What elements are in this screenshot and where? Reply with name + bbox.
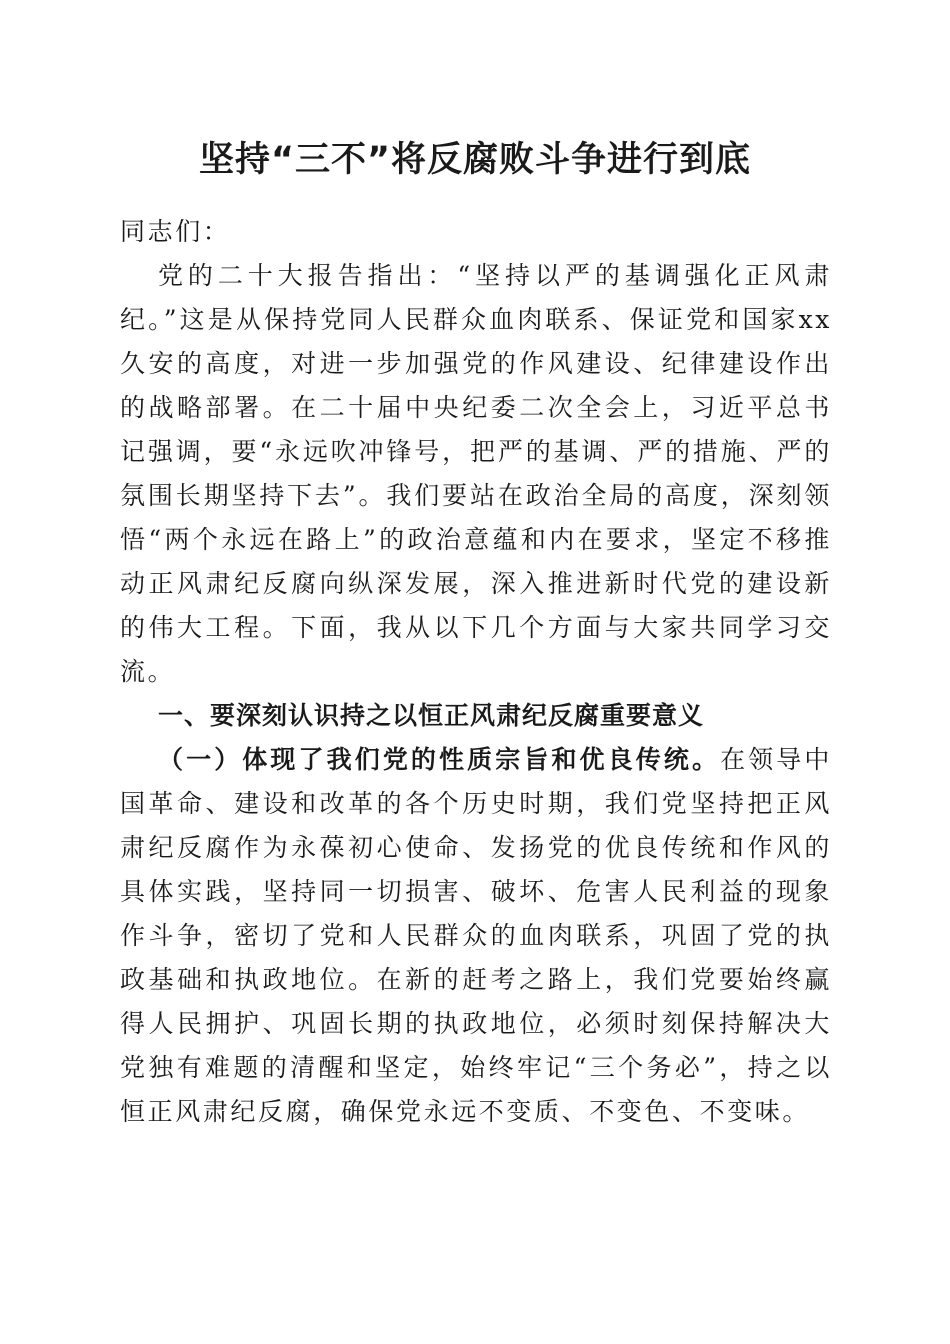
page-title: 坚持“三不”将反腐败斗争进行到底 <box>198 140 751 180</box>
subsection-body: 在领导中国革命、建设和改革的各个历史时期，我们党坚持把正风肃纪反腐作为永葆初心使命、发扬党的优良传统和作风的具体实践，坚持同一切损害、破坏、危害人民利益的现象作斗争，密切了党和人民群众的血肉联系，巩固了党的执政基础和执政地位。在新的赶考之路上，我们党要始终赢得人民拥护、巩固长期的执政地位，必须时刻保持解决大党独有难题的清醒和坚定，始终牢记“三个务必”，持之以恒正风肃纪反腐，确保党永远不变质、不变色、不变味。 <box>120 745 832 1126</box>
document-body <box>120 210 832 1134</box>
subsection-paragraph <box>120 738 832 1134</box>
paragraph-intro: 党的二十大报告指出：“坚持以严的基调强化正风肃纪。”这是从保持党同人民群众血肉联系、保证党和国家xx久安的高度，对进一步加强党的作风建设、纪律建设作出的战略部署。在二十届中央纪委二次全会上，习近平总书记强调，要“永远吹冲锋号，把严的基调、严的措施、严的氛围长期坚持下去”。我们要站在政治全局的高度，深刻领悟“两个永远在路上”的政治意蕴和内在要求，坚定不移推动正风肃纪反腐向纵深发展，深入推进新时代党的建设新的伟大工程。下面，我从以下几个方面与大家共同学习交流。 <box>120 261 832 686</box>
salutation: 同志们： <box>120 217 231 246</box>
section-heading: 一、要深刻认识持之以恒正风肃纪反腐重要意义 <box>158 701 705 730</box>
subsection-lead: （一）体现了我们党的性质宗旨和优良传统。 <box>158 745 721 774</box>
